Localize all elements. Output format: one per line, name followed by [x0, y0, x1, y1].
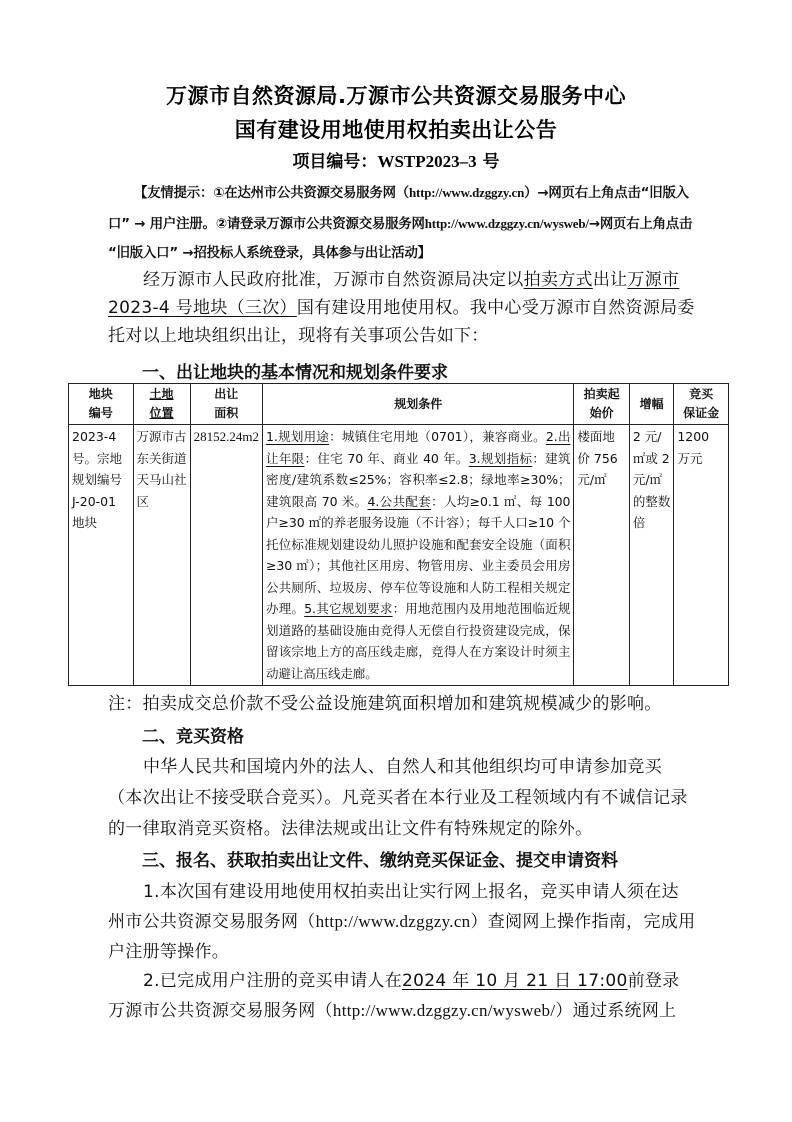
- condition-text-2: ：住宅 70 年、商业 40 年。: [304, 450, 469, 466]
- header-deposit: 竞买 保证金: [674, 384, 729, 425]
- tip-prefix: 【友情提示：①在达州市公共资源交易服务网（: [134, 186, 409, 201]
- tip-url-1[interactable]: http://www.dzggzy.cn: [408, 185, 525, 200]
- cell-parcel-no: 2023-4 号。宗地规划编号 J-20-01 地块: [69, 425, 134, 686]
- item-2-url[interactable]: http://www.dzggzy.cn/wysweb/: [332, 1001, 556, 1020]
- intro-parcel: 万源市 2023-4 号地块（三次）: [108, 270, 680, 318]
- item-1-part-1: 1.本次国有建设用地使用权拍卖出让实行网上报名，竞买申请人须在达州市公共资源交易服务网（: [108, 882, 679, 932]
- header-area: 出让 面积: [190, 384, 262, 425]
- item-2-part-3: ）通过系统网上: [555, 1001, 677, 1021]
- item-2-part-2: 前登录万源市公共资源交易服务网（: [108, 971, 680, 1021]
- section-3-item-1: [108, 877, 696, 967]
- cell-deposit: 1200 万元: [674, 425, 729, 686]
- table-note: 注：拍卖成交总价款不受公益设施建筑面积增加和建筑规模减少的影响。: [108, 694, 662, 714]
- cell-increment: 2 元/㎡或 2 元/㎡的整数倍: [629, 425, 674, 686]
- condition-label-5: 5.其它规划要求: [304, 601, 393, 616]
- project-number: [0, 147, 792, 172]
- friendly-tip: [108, 178, 696, 269]
- title-line-2: 国有建设用地使用权拍卖出让公告: [234, 118, 558, 142]
- intro-method: 拍卖方式: [523, 270, 593, 290]
- project-label: 项目编号：: [292, 152, 378, 172]
- item-2-deadline: 2024 年 10 月 21 日 17:00: [402, 971, 628, 991]
- table-row: [69, 425, 729, 686]
- condition-label-4: 4.公共配套: [367, 493, 432, 509]
- cell-area: 28152.24m2: [190, 425, 262, 686]
- header-parcel-no: 地块 编号: [69, 384, 134, 425]
- intro-part-2: 出让: [592, 270, 628, 290]
- project-suffix: 号: [482, 152, 500, 172]
- section-3-heading: 三、报名、获取拍卖出让文件、缴纳竞买保证金、提交申请资料: [142, 851, 618, 871]
- header-conditions: 规划条件: [263, 384, 574, 425]
- title-line-1: 万源市自然资源局.万源市公共资源交易服务中心: [166, 84, 626, 108]
- section-3-item-2: [108, 966, 696, 1026]
- land-parcel-table: [68, 383, 729, 686]
- tip-mid: ）→网页右上角点击“旧版入口” → 用户注册。②请登录万源市公共资源交易服务网: [108, 186, 689, 232]
- project-number-value: WSTP2023–3: [377, 152, 477, 171]
- condition-text-3: ：建筑密度/建筑系数≤25%；容积率≤2.8；绿地率≥30%；建筑限高 70 米。: [266, 450, 571, 509]
- header-increment: 增幅: [629, 384, 674, 425]
- condition-text-4: ：人均≥0.1 ㎡、每 100 户≥30 ㎡的养老服务设施（不计容）；每千人口≥10 个托位标准规划建设幼儿照护设施和配套安全设施（面积≥30 ㎡）；其他社区用房、物管用房、业主委员会用房公共厕所、垃圾房、停车位等设施和人防工程相关规定办理。: [266, 493, 571, 616]
- section-2-heading: 二、竞买资格: [142, 727, 244, 747]
- intro-part-1: 经万源市人民政府批准，万源市自然资源局决定以: [143, 270, 524, 290]
- item-2-part-1: 2.已完成用户注册的竞买申请人在: [143, 971, 403, 991]
- header-location: 土地 位置: [133, 384, 190, 425]
- item-1-part-2: ）查阅网上操作指南，完成用户注册等操作。: [108, 912, 696, 962]
- condition-label-1: 1.规划用途: [266, 429, 330, 444]
- cell-location: 万源市古东关街道天马山社区: [133, 425, 190, 686]
- header-start-price: 拍卖起 始价: [574, 384, 629, 425]
- cell-start-price: 楼面地价 756 元/㎡: [574, 425, 629, 686]
- section-1-heading: 一、出让地块的基本情况和规划条件要求: [142, 363, 448, 383]
- intro-part-3: 国有建设用地使用权。我中心受万源市自然资源局委托对以上地块组织出让，现将有关事项公告如下：: [108, 298, 695, 346]
- intro-paragraph: [108, 266, 696, 350]
- condition-text-1: ：城镇住宅用地（0701），兼容商业。: [329, 429, 546, 444]
- section-2-body: 中华人民共和国境内外的法人、自然人和其他组织均可申请参加竞买（本次出让不接受联合竞买）。凡竞买者在本行业及工程领域内有不诚信记录的一律取消竞买资格。法律法规或出让文件有特殊规定的除外。: [108, 757, 688, 839]
- tip-suffix: →网页右上角点击 “旧版入口” →招投标人系统登录，具体参与出让活动】: [108, 216, 693, 261]
- condition-label-3: 3.规划指标: [468, 450, 533, 466]
- cell-conditions: [263, 425, 574, 686]
- table-header-row: [69, 384, 729, 425]
- tip-url-2[interactable]: http://www.dzggzy.cn/wysweb/: [424, 215, 589, 231]
- item-1-url[interactable]: http://www.dzggzy.cn: [315, 912, 471, 931]
- condition-label-2: 2.出让年限: [266, 429, 571, 466]
- condition-text-5: ：用地范围内及用地范围临近规划道路的基础设施由竞得人无偿自行投资建设完成，保留该宗地上方的高压线走廊，竞得人在方案设计时须主动避让高压线走廊。: [266, 601, 571, 681]
